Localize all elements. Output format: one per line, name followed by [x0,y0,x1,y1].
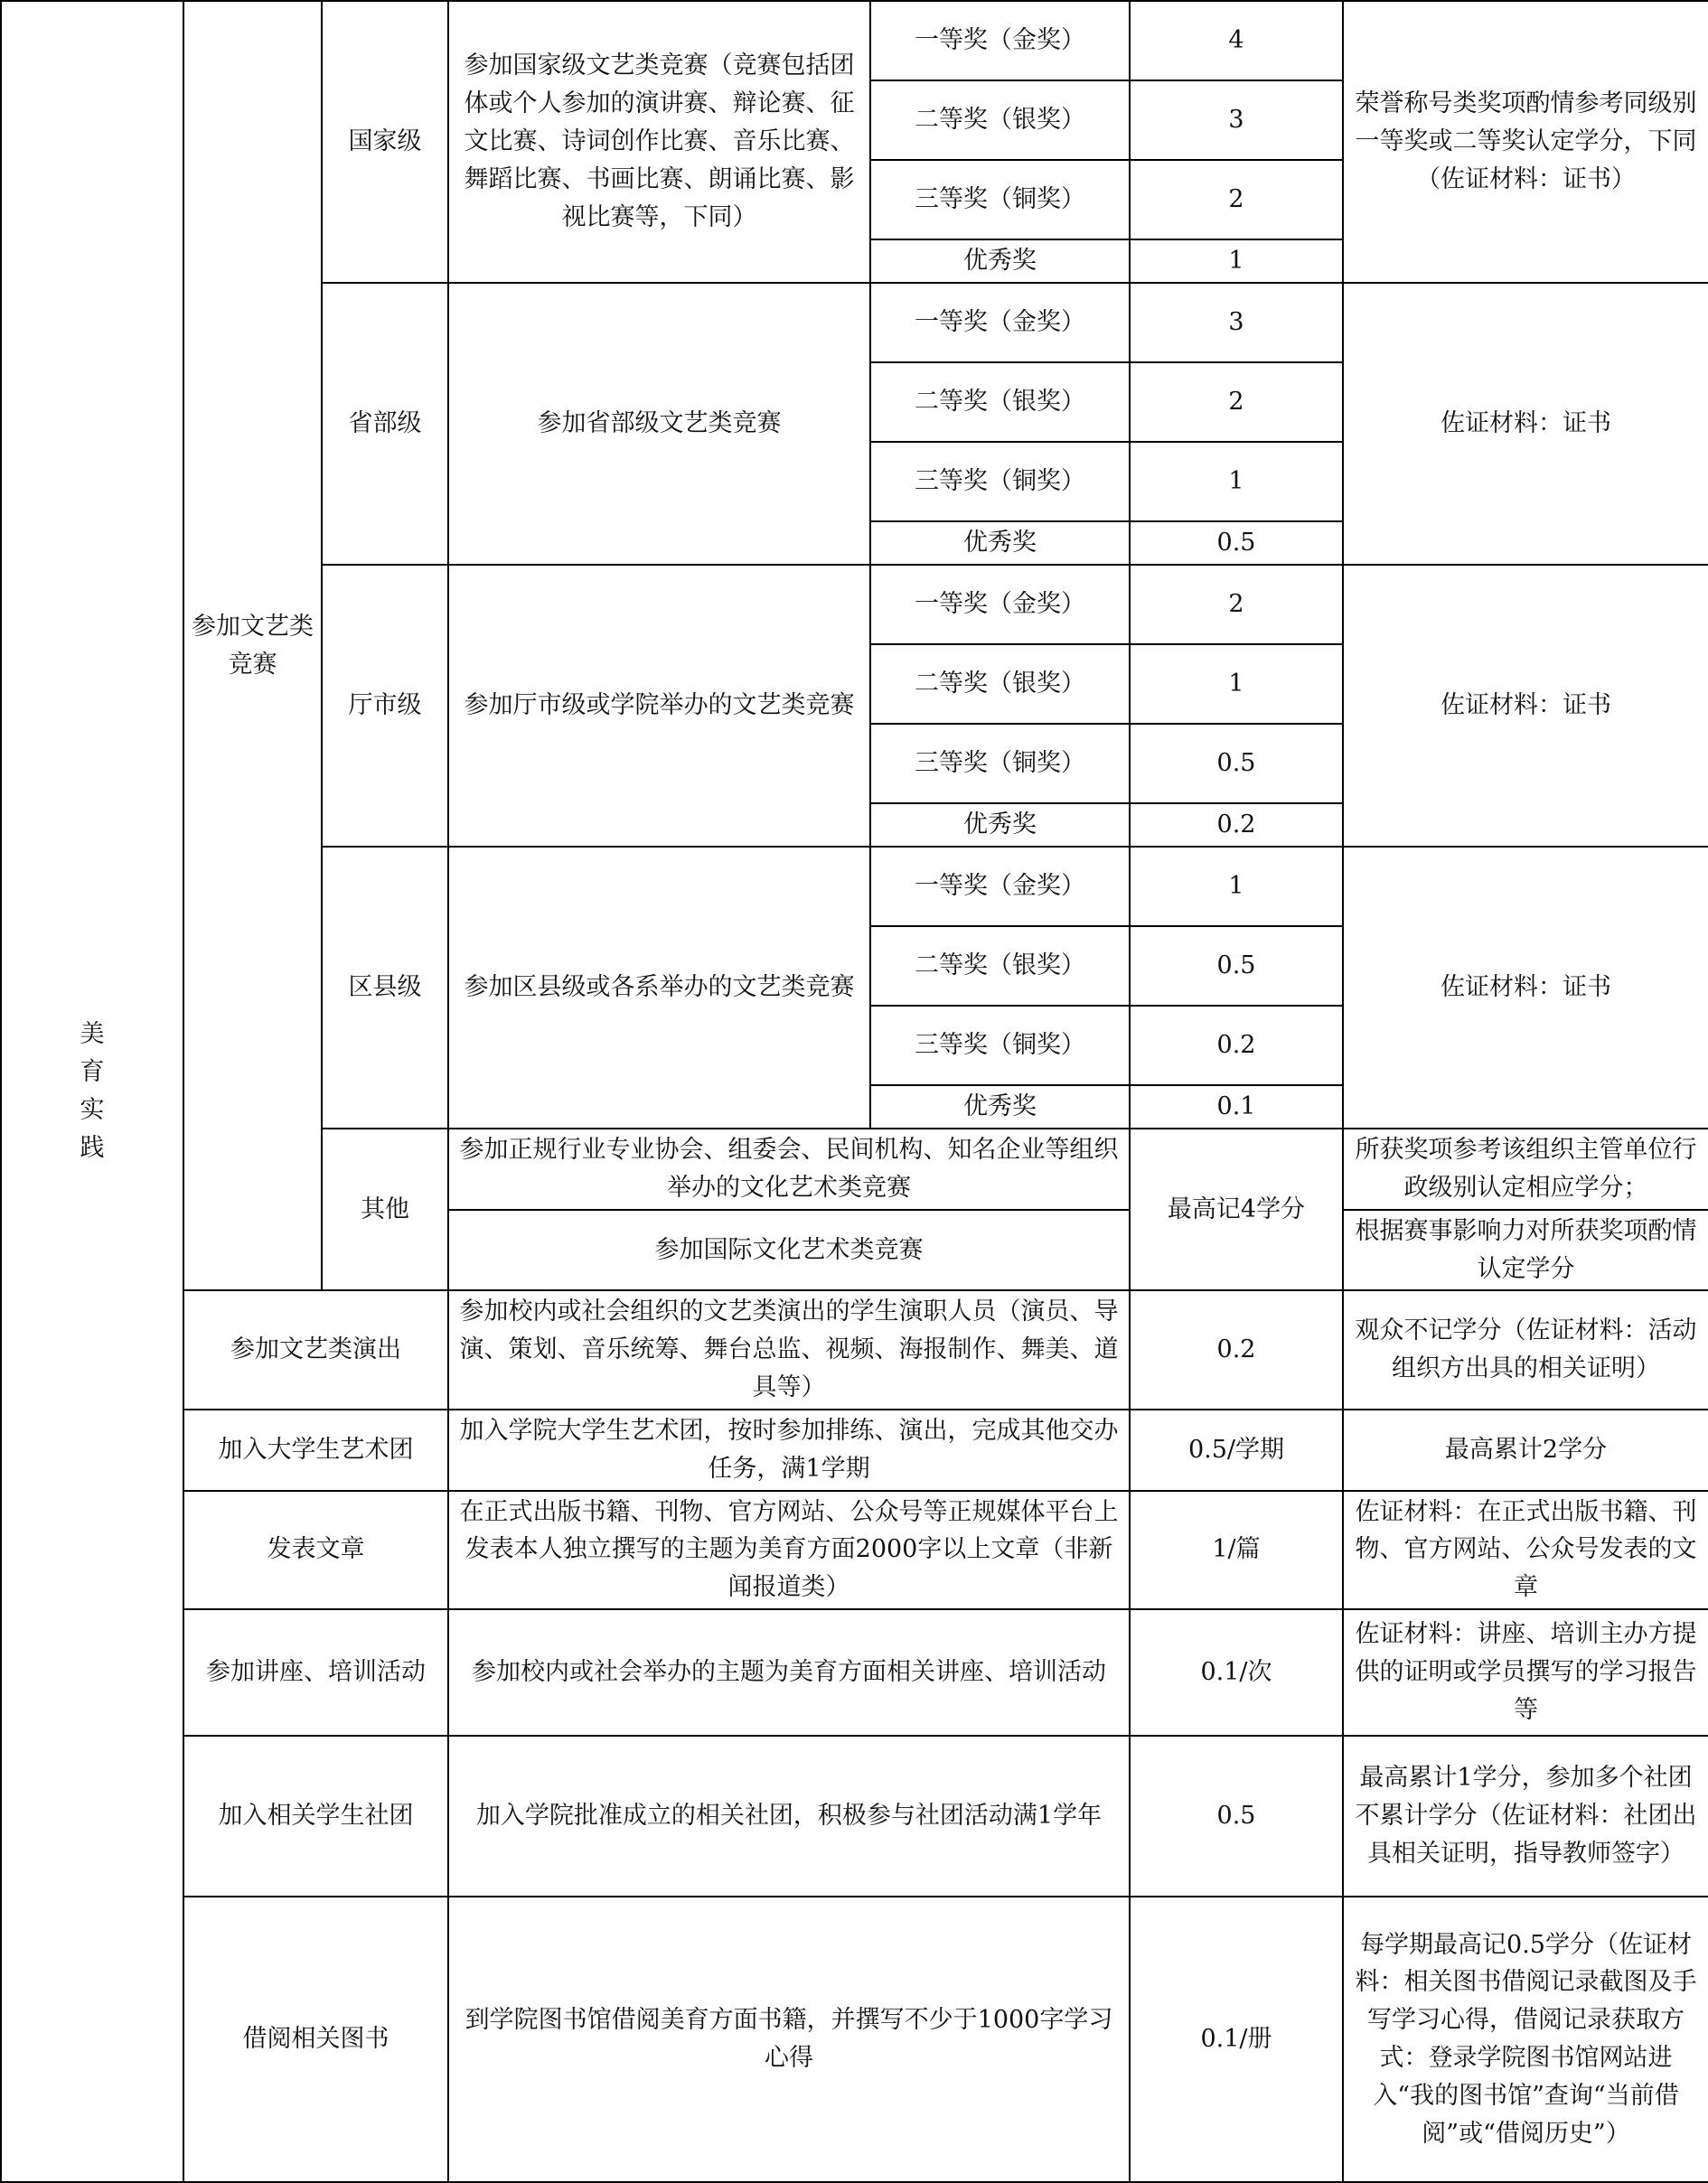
award-credit: 1 [1130,442,1343,521]
item-credit: 0.5 [1130,1736,1343,1897]
category-cell [1,1,183,2182]
award-credit: 3 [1130,80,1343,160]
level-note: 荣誉称号类奖项酌情参考同级别一等奖或二等奖认定学分，下同（佐证材料：证书） [1343,1,1708,283]
item-note: 最高累计1学分，参加多个社团不累计学分（佐证材料：社团出具相关证明，指导教师签字） [1343,1736,1708,1897]
table-row [1,1609,1708,1736]
category-label: 美育实践 [80,1020,105,1162]
award-name: 二等奖（银奖） [870,80,1130,160]
award-name: 优秀奖 [870,239,1130,283]
level-note: 佐证材料：证书 [1343,565,1708,847]
level-description: 参加省部级文艺类竞赛 [448,283,870,565]
competition-label-cell [183,1,322,1290]
award-name: 三等奖（铜奖） [870,724,1130,803]
item-credit: 0.2 [1130,1290,1343,1410]
table-row [1,1736,1708,1897]
level-note: 佐证材料：证书 [1343,847,1708,1129]
award-name: 一等奖（金奖） [870,283,1130,362]
other-credit: 最高记4学分 [1130,1129,1343,1290]
item-description: 加入学院大学生艺术团，按时参加排练、演出，完成其他交办任务，满1学期 [448,1410,1130,1491]
item-note: 观众不记学分（佐证材料：活动组织方出具的相关证明） [1343,1290,1708,1410]
item-credit: 0.1/次 [1130,1609,1343,1736]
table-row [1,1491,1708,1610]
table-row [1,1897,1708,2182]
other-note-1: 所获奖项参考该组织主管单位行政级别认定相应学分； [1343,1129,1708,1210]
award-credit: 0.2 [1130,803,1343,847]
award-credit: 0.5 [1130,724,1343,803]
item-description: 加入学院批准成立的相关社团，积极参与社团活动满1学年 [448,1736,1130,1897]
award-credit: 0.5 [1130,521,1343,565]
award-credit: 1 [1130,239,1343,283]
award-credit: 3 [1130,283,1343,362]
award-name: 一等奖（金奖） [870,565,1130,644]
level-cell: 其他 [322,1129,448,1290]
item-credit: 0.1/册 [1130,1897,1343,2182]
award-name: 三等奖（铜奖） [870,442,1130,521]
award-credit: 0.5 [1130,926,1343,1006]
item-note: 最高累计2学分 [1343,1410,1708,1491]
award-credit: 1 [1130,847,1343,926]
level-description: 参加国家级文艺类竞赛（竞赛包括团体或个人参加的演讲赛、辩论赛、征文比赛、诗词创作比赛、音乐比赛、舞蹈比赛、书画比赛、朗诵比赛、影视比赛等，下同） [448,1,870,283]
item-description: 参加校内或社会举办的主题为美育方面相关讲座、培训活动 [448,1609,1130,1736]
competition-label: 参加文艺类竞赛 [192,612,314,679]
award-name: 二等奖（银奖） [870,926,1130,1006]
table-row [1,1410,1708,1491]
other-description-1: 参加正规行业专业协会、组委会、民间机构、知名企业等组织举办的文化艺术类竞赛 [448,1129,1130,1210]
level-description: 参加区县级或各系举办的文艺类竞赛 [448,847,870,1129]
level-description: 参加厅市级或学院举办的文艺类竞赛 [448,565,870,847]
item-credit: 1/篇 [1130,1491,1343,1610]
award-name: 一等奖（金奖） [870,1,1130,80]
award-credit: 0.2 [1130,1006,1343,1085]
award-name: 一等奖（金奖） [870,847,1130,926]
award-name: 优秀奖 [870,803,1130,847]
item-name: 参加讲座、培训活动 [183,1609,448,1736]
award-name: 优秀奖 [870,1085,1130,1129]
award-credit: 4 [1130,1,1343,80]
item-name: 参加文艺类演出 [183,1290,448,1410]
other-note-2: 根据赛事影响力对所获奖项酌情认定学分 [1343,1210,1708,1291]
item-credit: 0.5/学期 [1130,1410,1343,1491]
item-name: 发表文章 [183,1491,448,1610]
item-name: 加入相关学生社团 [183,1736,448,1897]
award-credit: 2 [1130,160,1343,239]
item-note: 每学期最高记0.5学分（佐证材料：相关图书借阅记录截图及手写学习心得，借阅记录获取方式：登录学院图书馆网站进入“我的图书馆”查询“当前借阅”或“借阅历史”） [1343,1897,1708,2182]
table-row [1,1,1708,80]
award-credit: 2 [1130,565,1343,644]
level-cell: 厅市级 [322,565,448,847]
award-name: 三等奖（铜奖） [870,1006,1130,1085]
level-cell: 区县级 [322,847,448,1129]
level-note: 佐证材料：证书 [1343,283,1708,565]
item-description: 参加校内或社会组织的文艺类演出的学生演职人员（演员、导演、策划、音乐统筹、舞台总监、视频、海报制作、舞美、道具等） [448,1290,1130,1410]
table-row [1,1290,1708,1410]
item-name: 加入大学生艺术团 [183,1410,448,1491]
item-description: 在正式出版书籍、刊物、官方网站、公众号等正规媒体平台上发表本人独立撰写的主题为美育方面2000字以上文章（非新闻报道类） [448,1491,1130,1610]
level-cell: 国家级 [322,1,448,283]
item-note: 佐证材料：讲座、培训主办方提供的证明或学员撰写的学习报告等 [1343,1609,1708,1736]
award-credit: 1 [1130,644,1343,724]
level-cell: 省部级 [322,283,448,565]
award-credit: 2 [1130,362,1343,442]
award-name: 二等奖（银奖） [870,644,1130,724]
item-description: 到学院图书馆借阅美育方面书籍，并撰写不少于1000字学习心得 [448,1897,1130,2182]
award-credit: 0.1 [1130,1085,1343,1129]
item-name: 借阅相关图书 [183,1897,448,2182]
award-name: 三等奖（铜奖） [870,160,1130,239]
award-name: 优秀奖 [870,521,1130,565]
item-note: 佐证材料：在正式出版书籍、刊物、官方网站、公众号发表的文章 [1343,1491,1708,1610]
award-name: 二等奖（银奖） [870,362,1130,442]
other-description-2: 参加国际文化艺术类竞赛 [448,1210,1130,1291]
